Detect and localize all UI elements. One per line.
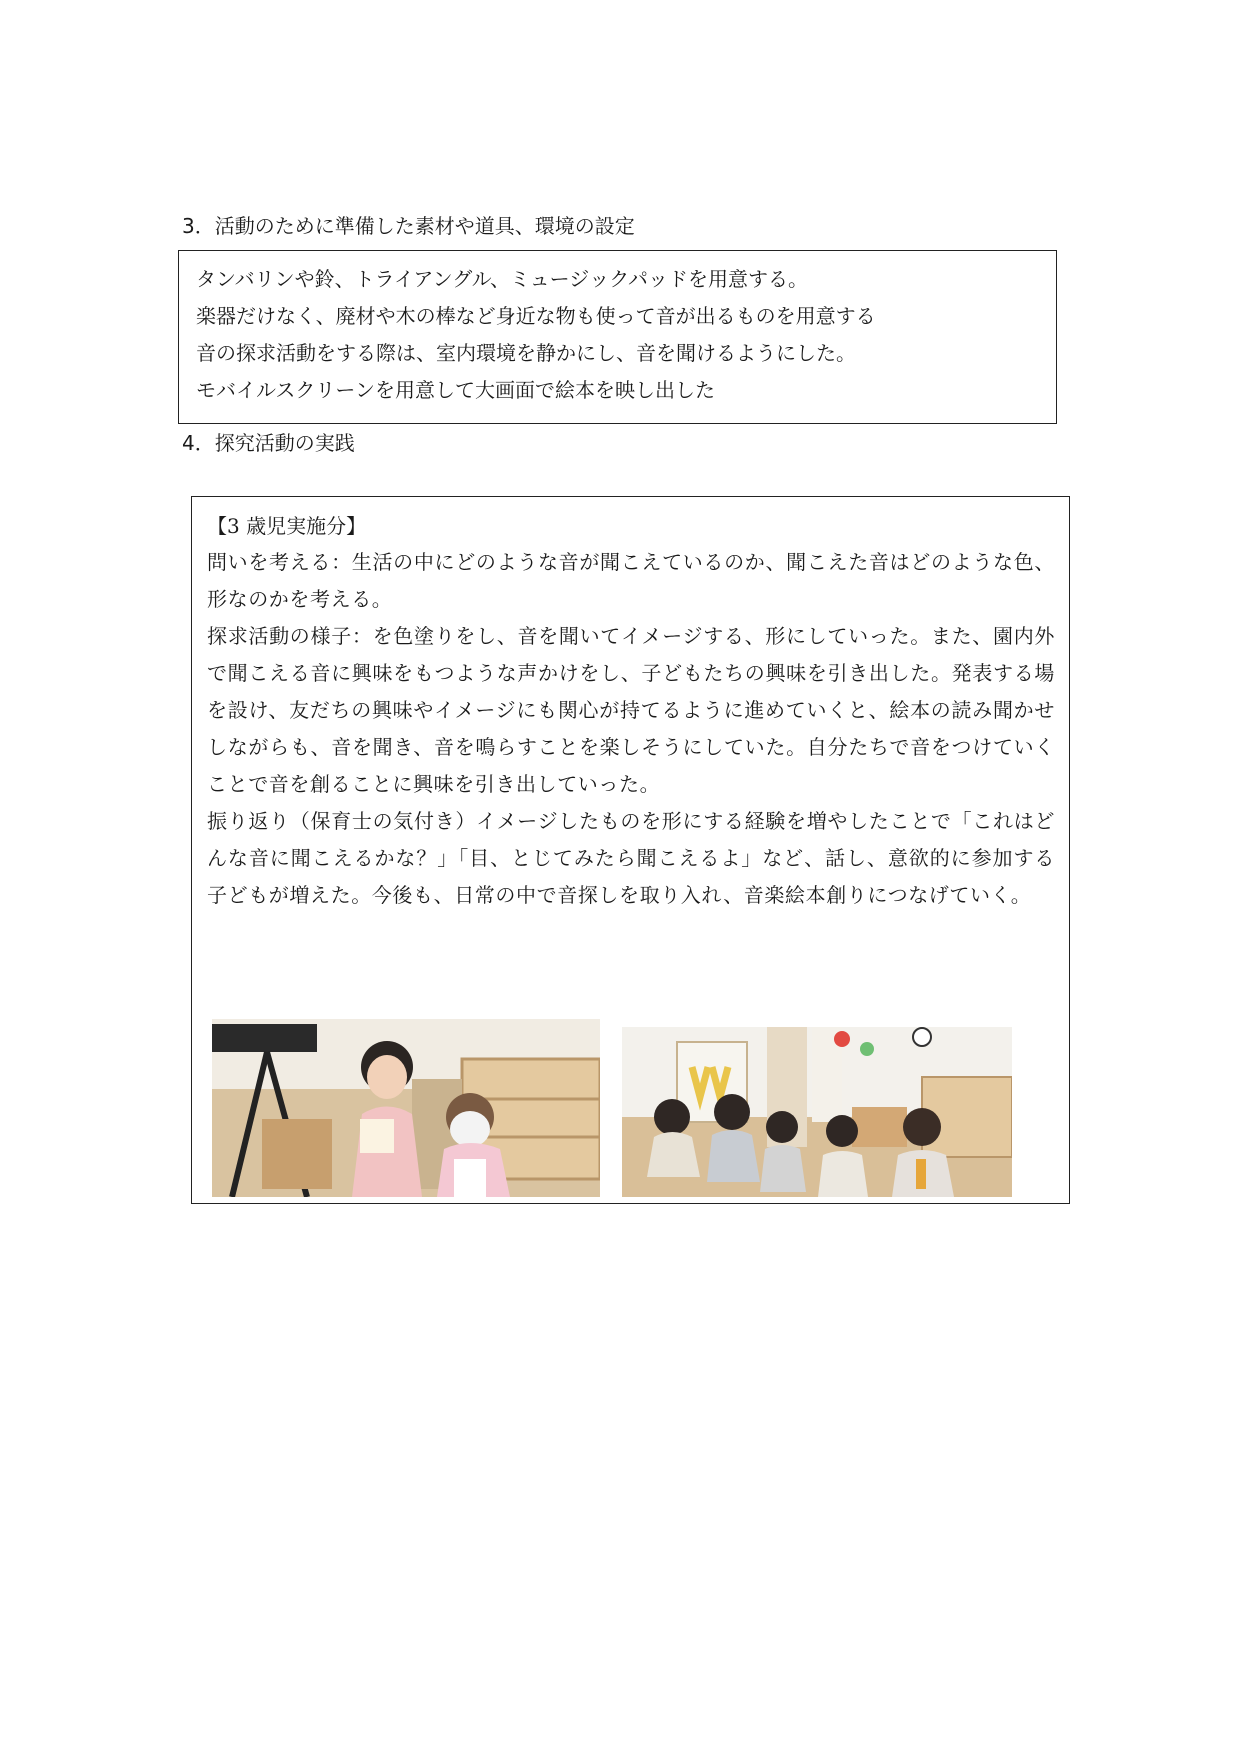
materials-box	[178, 250, 1057, 424]
practice-box	[191, 496, 1070, 1204]
practice-text	[207, 544, 1055, 914]
materials-line: 楽器だけなく、廃材や木の棒など身近な物も使って音が出るものを用意する	[196, 304, 876, 328]
photo-children-seated	[622, 1027, 1012, 1197]
materials-line: タンバリンや鈴、トライアングル、ミュージックパッドを用意する。	[196, 267, 808, 291]
age-group-label: 【3 歳児実施分】	[207, 514, 367, 538]
activity-paragraph: 探求活動の様子：を色塗りをし、音を聞いてイメージする、形にしていった。また、園内外で聞こえる音に興味をもつような声かけをし、子どもたちの興味を引き出した。発表する場を設け、友だちの興味やイメージにも関心が持てるように進めていくと、絵本の読み聞かせしながらも、音を聞き、音を鳴らすことを楽しそうにしていた。自分たちで音をつけていくことで音を創ることに興味を引き出していった。	[207, 624, 1055, 796]
photo-child-with-teacher-illustration	[212, 1019, 600, 1197]
section-3-heading: 3．活動のために準備した素材や道具、環境の設定	[182, 214, 635, 238]
materials-line: モバイルスクリーンを用意して大画面で絵本を映し出した	[196, 378, 715, 402]
photo-children-seated-illustration	[622, 1027, 1012, 1197]
photo-child-with-teacher	[212, 1019, 600, 1197]
section-4-heading: 4．探究活動の実践	[182, 431, 355, 455]
materials-line: 音の探求活動をする際は、室内環境を静かにし、音を聞けるようにした。	[196, 341, 856, 365]
question-paragraph: 問いを考える：生活の中にどのような音が聞こえているのか、聞こえた音はどのような色、形なのかを考える。	[207, 550, 1055, 611]
reflection-paragraph: 振り返り（保育士の気付き）イメージしたものを形にする経験を増やしたことで「これはどんな音に聞こえるかな？」「目、とじてみたら聞こえるよ」など、話し、意欲的に参加する子どもが増えた。今後も、日常の中で音探しを取り入れ、音楽絵本創りにつなげていく。	[207, 809, 1055, 907]
